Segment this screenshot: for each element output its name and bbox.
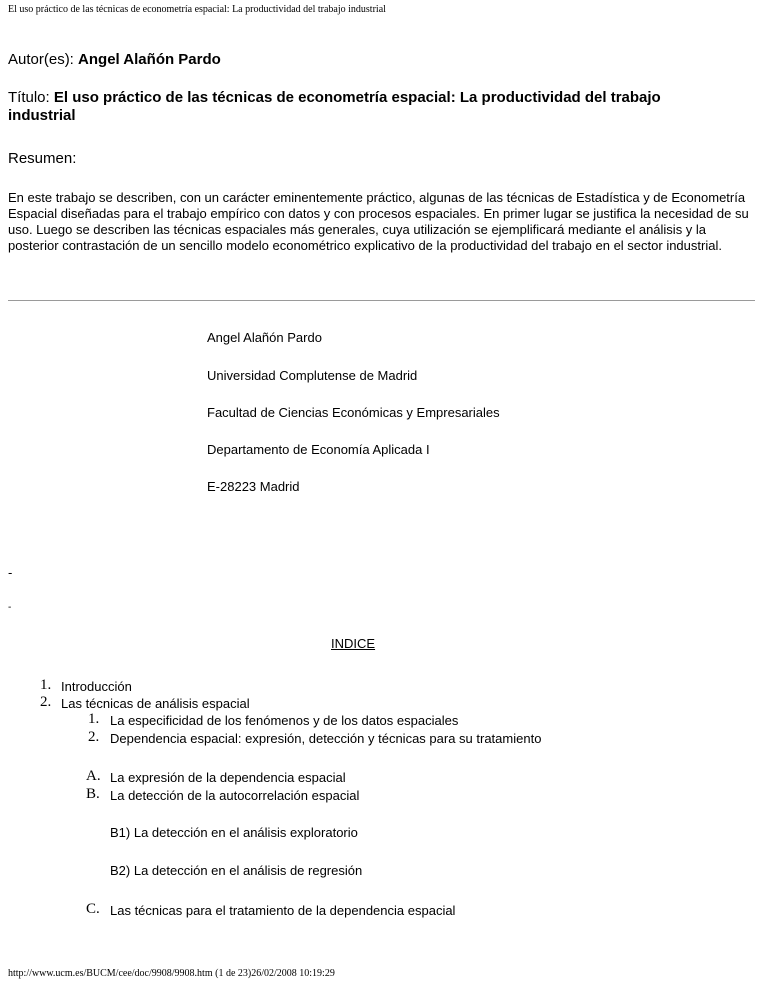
toc-item-expresion[interactable]: La expresión de la dependencia espacial	[110, 770, 346, 785]
title-label: Título:	[8, 89, 54, 106]
toc-item-b2[interactable]: B2) La detección en el análisis de regresión	[110, 863, 363, 878]
toc-item-dependencia[interactable]: Dependencia espacial: expresión, detección y técnicas para su tratamiento	[110, 731, 542, 746]
author-name: Angel Alañón Pardo	[78, 51, 221, 68]
author-label: Autor(es):	[8, 51, 79, 68]
page-header: El uso práctico de las técnicas de econometría espacial: La productividad del trabajo industrial	[8, 4, 386, 15]
horizontal-rule	[8, 300, 755, 301]
separator-dash-small: -	[8, 602, 12, 613]
toc-item-tecnicas-analisis[interactable]: Las técnicas de análisis espacial	[61, 696, 250, 711]
toc-item-introduccion[interactable]: Introducción	[61, 679, 132, 694]
toc-letter: A.	[86, 768, 101, 784]
index-title-link[interactable]: INDICE	[331, 636, 376, 651]
address-author: Angel Alañón Pardo	[207, 330, 322, 345]
separator-dash: -	[8, 565, 13, 580]
toc-number: 2.	[40, 694, 52, 710]
toc-item-especificidad[interactable]: La especificidad de los fenómenos y de los datos espaciales	[110, 713, 459, 728]
toc-item-tratamiento[interactable]: Las técnicas para el tratamiento de la dependencia espacial	[110, 903, 456, 918]
author-line	[8, 51, 221, 69]
title-text: El uso práctico de las técnicas de econometría espacial: La productividad del trabajo industrial	[8, 89, 661, 124]
title-line	[8, 89, 708, 125]
address-university: Universidad Complutense de Madrid	[207, 368, 418, 383]
address-city: E-28223 Madrid	[207, 479, 300, 494]
address-department: Departamento de Economía Aplicada I	[207, 442, 430, 457]
abstract-text: En este trabajo se describen, con un carácter eminentemente práctico, algunas de las técnicas de Estadística y de Econometría Espacial diseñadas para el trabajo empírico con datos y con procesos espaciales. En primer lugar se justifica la necesidad de su uso. Luego se describen las técnicas espaciales más generales, cuya utilización se ejemplificará mediante el análisis y la posterior contrastación de un sencillo modelo econométrico explicativo de la productividad del trabajo en el sector industrial.	[8, 190, 749, 253]
toc-letter: C.	[86, 901, 100, 917]
toc-item-b1[interactable]: B1) La detección en el análisis exploratorio	[110, 825, 358, 840]
page-footer-url: http://www.ucm.es/BUCM/cee/doc/9908/9908.htm (1 de 23)26/02/2008 10:19:29	[8, 968, 335, 979]
address-faculty: Facultad de Ciencias Económicas y Empresariales	[207, 405, 500, 420]
toc-number: 1.	[88, 711, 100, 727]
abstract-label: Resumen:	[8, 150, 77, 167]
toc-item-deteccion[interactable]: La detección de la autocorrelación espacial	[110, 788, 360, 803]
toc-letter: B.	[86, 786, 100, 802]
toc-number: 1.	[40, 677, 52, 693]
toc-number: 2.	[88, 729, 100, 745]
